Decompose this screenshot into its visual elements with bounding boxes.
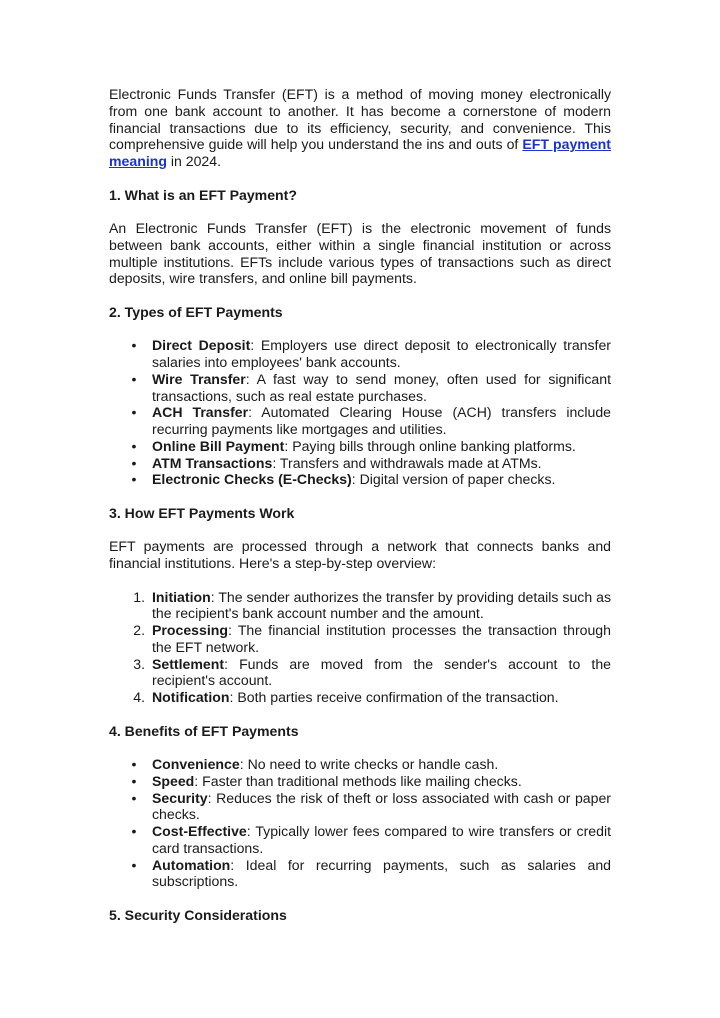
item-term: Wire Transfer — [152, 370, 246, 387]
step-term: Notification — [152, 689, 230, 705]
item-term: Direct Deposit — [152, 337, 251, 354]
list-item — [109, 857, 611, 891]
list-item — [109, 438, 611, 455]
step-number: 3. — [133, 655, 145, 672]
eft-types-list — [109, 337, 611, 488]
bullet-icon: • — [131, 437, 137, 454]
list-item — [109, 790, 611, 824]
bullet-icon: • — [131, 404, 137, 421]
item-term: ATM Transactions — [152, 454, 273, 471]
section-3-body: EFT payments are processed through a network that connects banks and financial institutions. Here's a step-by-step overview: — [109, 538, 611, 571]
step-term: Initiation — [152, 588, 211, 605]
list-item — [109, 756, 611, 773]
step-term: Settlement — [152, 655, 225, 672]
step-term: Processing — [152, 622, 228, 638]
step-desc: : Funds are moved from the sender's account to the recipient's account. — [152, 655, 611, 689]
item-term: Speed — [152, 772, 195, 789]
step-number: 1. — [133, 588, 145, 605]
bullet-icon: • — [131, 856, 137, 873]
section-2-heading: 2. Types of EFT Payments — [109, 303, 283, 320]
item-term: Security — [152, 789, 208, 806]
step-number: 2. — [133, 622, 145, 638]
eft-steps-list — [109, 589, 611, 706]
section-1-heading: 1. What is an EFT Payment? — [109, 186, 297, 203]
list-item — [109, 622, 611, 656]
item-desc: : A fast way to send money, often used for significant transactions, such as real estate purchases. — [152, 370, 612, 404]
list-item — [109, 371, 611, 405]
item-term: Convenience — [152, 756, 240, 772]
section-5-heading: 5. Security Considerations — [109, 906, 287, 923]
bullet-icon: • — [131, 823, 137, 839]
list-item — [109, 471, 611, 488]
document-body — [109, 86, 611, 924]
item-desc: : Faster than traditional methods like mailing checks. — [194, 772, 522, 789]
list-item — [109, 404, 611, 438]
step-desc: : The sender authorizes the transfer by providing details such as the recipient's bank account number and the amount. — [152, 588, 611, 622]
list-item — [109, 455, 611, 472]
step-desc: : The financial institution processes the transaction through the EFT network. — [152, 622, 611, 655]
item-desc: : No need to write checks or handle cash. — [239, 756, 499, 772]
item-desc: : Reduces the risk of theft or loss associated with cash or paper checks. — [152, 789, 611, 823]
bullet-icon: • — [131, 789, 137, 806]
list-item — [109, 589, 611, 623]
item-term: Automation — [152, 856, 231, 873]
bullet-icon: • — [131, 772, 137, 789]
step-desc: : Both parties receive confirmation of the transaction. — [229, 689, 559, 705]
intro-text-after: in 2024. — [166, 153, 222, 169]
item-term: Cost-Effective — [152, 823, 247, 839]
section-4-heading: 4. Benefits of EFT Payments — [109, 722, 299, 739]
intro-text-before: Electronic Funds Transfer (EFT) is a method of moving money electronically from one bank account to another. It has become a cornerstone of modern financial transactions due to its efficiency, security, and convenience. This comprehensive guide will help you understand the ins and outs of — [109, 86, 611, 153]
bullet-icon: • — [131, 471, 137, 488]
item-desc: : Employers use direct deposit to electronically transfer salaries into employees' bank accounts. — [152, 337, 611, 370]
list-item — [109, 773, 611, 790]
item-term: Electronic Checks (E-Checks) — [152, 471, 352, 488]
bullet-icon: • — [131, 756, 137, 772]
item-term: Online Bill Payment — [152, 437, 285, 454]
bullet-icon: • — [131, 337, 137, 354]
eft-benefits-list — [109, 756, 611, 890]
item-desc: : Ideal for recurring payments, such as salaries and subscriptions. — [152, 856, 611, 890]
step-number: 4. — [133, 689, 145, 705]
bullet-icon: • — [131, 454, 137, 471]
item-desc: : Transfers and withdrawals made at ATMs. — [272, 454, 542, 471]
section-3-heading: 3. How EFT Payments Work — [109, 504, 295, 521]
item-desc: : Digital version of paper checks. — [351, 471, 556, 488]
bullet-icon: • — [131, 370, 137, 387]
item-desc: : Typically lower fees compared to wire transfers or credit card transactions. — [152, 823, 611, 856]
list-item — [109, 823, 611, 857]
eft-payment-meaning-link[interactable]: EFT payment meaning — [109, 136, 611, 169]
list-item — [109, 337, 611, 371]
section-1-body: An Electronic Funds Transfer (EFT) is the electronic movement of funds between bank accounts, either within a single financial institution or across multiple institutions. EFTs include various types of transactions such as direct deposits, wire transfers, and online bill payments. — [109, 220, 611, 287]
item-term: ACH Transfer — [152, 404, 249, 421]
item-desc: : Paying bills through online banking platforms. — [284, 437, 576, 454]
list-item — [109, 689, 611, 706]
intro-paragraph — [109, 86, 611, 170]
item-desc: : Automated Clearing House (ACH) transfers include recurring payments like mortgages and utilities. — [152, 404, 611, 437]
list-item — [109, 656, 611, 690]
